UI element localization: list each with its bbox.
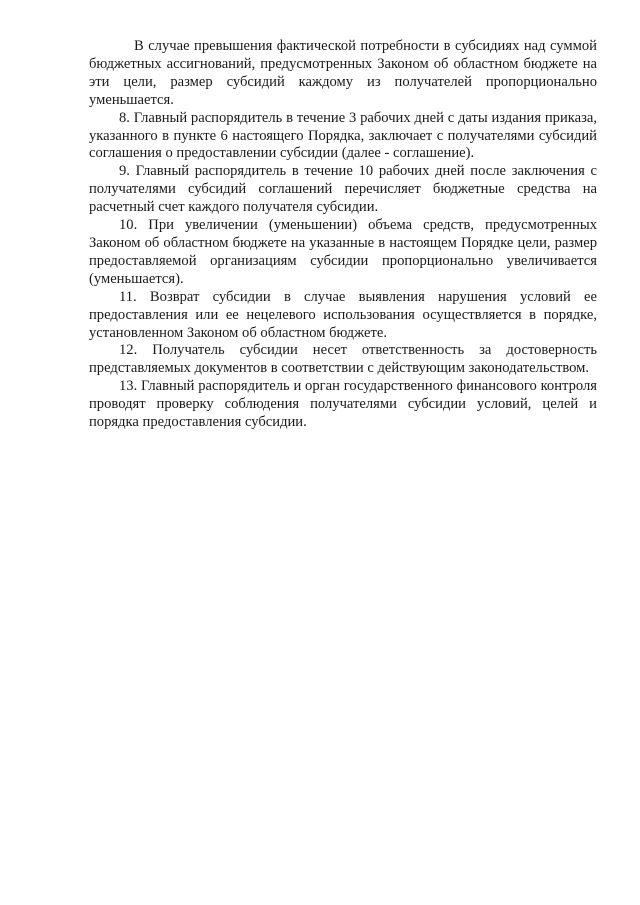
paragraph-item-13: 13. Главный распорядитель и орган государственного финансового контроля проводят проверку соблюдения получателями субсидии условий, целей и порядка предоставления субсидии.	[89, 378, 597, 431]
document-body	[89, 38, 597, 432]
paragraph-item-8: 8. Главный распорядитель в течение 3 рабочих дней с даты издания приказа, указанного в пункте 6 настоящего Порядка, заключает с получателями субсидий соглашения о предоставлении субсидии (далее - соглашение).	[89, 109, 597, 162]
paragraph-item-9: 9. Главный распорядитель в течение 10 рабочих дней после заключения с получателями субсидий соглашений перечисляет бюджетные средства на расчетный счет каждого получателя субсидии.	[89, 163, 597, 216]
paragraph-item-12: 12. Получатель субсидии несет ответственность за достоверность представляемых документов в соответствии с действующим законодательством.	[89, 342, 597, 377]
paragraph-item-11: 11. Возврат субсидии в случае выявления нарушения условий ее предоставления или ее нецелевого использования осуществляется в порядке, установленном Законом об областном бюджете.	[89, 288, 597, 341]
paragraph-item-10: 10. При увеличении (уменьшении) объема средств, предусмотренных Законом об областном бюджете на указанные в настоящем Порядке цели, размер предоставляемой организациям субсидии пропорционально увеличивается (уменьшается).	[89, 217, 597, 287]
paragraph-subsidy-excess: В случае превышения фактической потребности в субсидиях над суммой бюджетных ассигнований, предусмотренных Законом об областном бюджете на эти цели, размер субсидий каждому из получателей пропорционально уменьшается.	[89, 38, 597, 108]
